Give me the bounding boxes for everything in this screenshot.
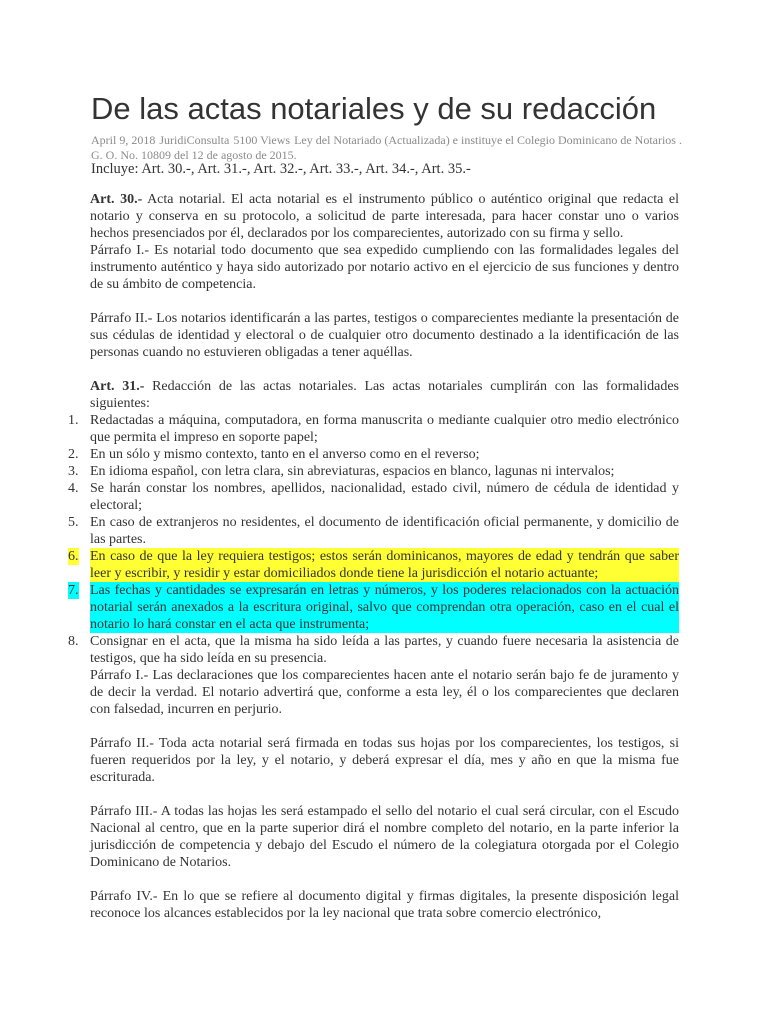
meta-date: April 9, 2018: [91, 133, 156, 147]
list-item: [68, 412, 679, 446]
list-item-highlighted-cyan: [68, 582, 679, 633]
art31-parrafo-1: Párrafo I.- Las declaraciones que los comparecientes hacen ante el notario serán bajo fe de juramento y de decir la verdad. El notario advertirá que, conforme a esta ley, él o los comparecientes que declaren con falsedad, incurren en perjurio.: [90, 668, 679, 717]
list-item-text: En un sólo y mismo contexto, tanto en el anverso como en el reverso;: [90, 447, 480, 462]
list-item-number: 5.: [68, 515, 79, 530]
includes-line: Incluye: Art. 30.-, Art. 31.-, Art. 32.-, Art. 33.-, Art. 34.-, Art. 35.-: [91, 161, 471, 177]
art31-label: Art. 31.-: [90, 379, 145, 394]
meta-author[interactable]: JuridiConsulta: [159, 133, 230, 147]
list-item-number: 3.: [68, 464, 79, 479]
article-body: [68, 191, 679, 922]
article-title: De las actas notariales y de su redacción: [91, 91, 657, 126]
list-item-highlighted-yellow: [68, 548, 679, 582]
meta-category[interactable]: Ley del Notariado (Actualizada) e instituye el Colegio Dominicano de Notarios . G. O. No. 10809 del 12 de agosto de 2015.: [91, 133, 682, 162]
list-item-text: Redactadas a máquina, computadora, en forma manuscrita o mediante cualquier otro medio electrónico que permita el impreso en soporte papel;: [90, 413, 679, 445]
list-item-text: En caso de que la ley requiera testigos; estos serán dominicanos, mayores de edad y tendrán que saber leer y escribir, y residir y estar domiciliados donde tiene la jurisdicción el notario actuante;: [90, 549, 679, 581]
list-item-text: En idioma español, con letra clara, sin abreviaturas, espacios en blanco, lagunas ni intervalos;: [90, 464, 615, 479]
art30-label: Art. 30.-: [90, 192, 143, 207]
list-item: [68, 480, 679, 514]
list-item: [68, 514, 679, 548]
list-item-number: 4.: [68, 481, 79, 496]
list-item: [68, 446, 679, 463]
art31-paragraph: [90, 378, 679, 412]
list-item-number: 7.: [68, 583, 79, 598]
article-meta: [91, 133, 691, 163]
list-item-text: Se harán constar los nombres, apellidos, nacionalidad, estado civil, número de cédula de identidad y electoral;: [90, 481, 679, 513]
list-item-number: 6.: [68, 549, 79, 564]
list-item-text: En caso de extranjeros no residentes, el documento de identificación oficial permanente, y domicilio de las partes.: [90, 515, 679, 547]
art31-parrafo-3: Párrafo III.- A todas las hojas les será estampado el sello del notario el cual será circular, con el Escudo Nacional al centro, que en la parte superior dirá el nombre completo del notario, en la parte inferior la jurisdicción de competencia y debajo del Escudo el número de la colegiatura otorgada por el Colegio Dominicano de Notarios.: [90, 804, 679, 870]
list-item-text: Las fechas y cantidades se expresarán en letras y números, y los poderes relacionados con la actuación notarial serán anexados a la escritura original, salvo que comprendan otra operación, caso en el cual el notario lo hará constar en el acta que instrumenta;: [90, 583, 679, 632]
meta-views: 5100 Views: [233, 133, 291, 147]
art31-parrafo-4: Párrafo IV.- En lo que se refiere al documento digital y firmas digitales, la presente disposición legal reconoce los alcances establecidos por la ley nacional que trata sobre comercio electrónico,: [90, 889, 679, 921]
list-item-number: 2.: [68, 447, 79, 462]
list-item-number: 8.: [68, 634, 79, 649]
art30-paragraph: [90, 191, 679, 242]
art30-parrafo-1: Párrafo I.- Es notarial todo documento que sea expedido cumpliendo con las formalidades legales del instrumento auténtico y haya sido autorizado por notario activo en el ejercicio de sus funciones y dentro de su ámbito de competencia.: [90, 243, 679, 292]
art31-parrafo-2: Párrafo II.- Toda acta notarial será firmada en todas sus hojas por los comparecientes, los testigos, si fueren requeridos por la ley, y el notario, y deberá expresar el día, mes y año en que la misma fue escriturada.: [90, 736, 679, 785]
list-item-text: Consignar en el acta, que la misma ha sido leída a las partes, y cuando fuere necesaria la asistencia de testigos, que ha sido leída en su presencia.: [90, 634, 679, 666]
list-item: [68, 633, 679, 667]
art31-list: [68, 412, 679, 667]
art30-text: Acta notarial. El acta notarial es el instrumento público o auténtico original que redacta el notario y conserva en su protocolo, a solicitud de parte interesada, para hacer constar uno o varios hechos presenciados por él, declarados por los comparecientes, autorizado con su firma y sello.: [90, 192, 679, 241]
art31-text: Redacción de las actas notariales. Las actas notariales cumplirán con las formalidades siguientes:: [90, 379, 679, 411]
list-item: [68, 463, 679, 480]
art30-parrafo-2: Párrafo II.- Los notarios identificarán a las partes, testigos o comparecientes mediante la presentación de sus cédulas de identidad y electoral o de cualquier otro documento destinado a la identificación de las personas cuando no estuvieren obligadas a tener aquéllas.: [90, 311, 679, 360]
list-item-number: 1.: [68, 413, 79, 428]
